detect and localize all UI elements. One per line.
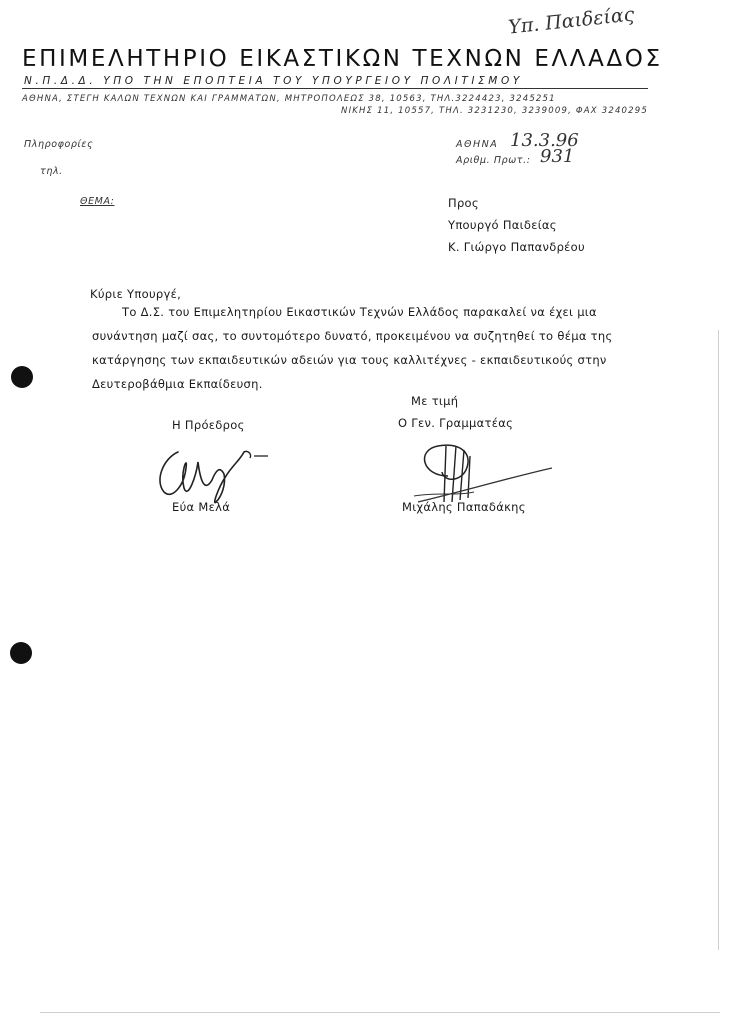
handwritten-note: Υπ. Παιδείας xyxy=(507,3,636,39)
right-signature-image xyxy=(408,436,558,508)
letterhead-title: ΕΠΙΜΕΛΗΤΗΡΙΟ ΕΙΚΑΣΤΙΚΩΝ ΤΕΧΝΩΝ ΕΛΛΑΔΟΣ xyxy=(22,46,663,72)
letterhead-rule xyxy=(22,88,648,89)
body-line: συνάντηση μαζί σας, το συντομότερο δυνατό, προκειμένου να συζητηθεί το θέμα της xyxy=(92,329,613,343)
recipient-line1: Υπουργό Παιδείας xyxy=(448,218,557,232)
body-line: κατάργησης των εκπαιδευτικών αδειών για τους καλλιτέχνες - εκπαιδευτικούς στην xyxy=(92,353,607,367)
salutation: Κύριε Υπουργέ, xyxy=(90,287,182,301)
protocol-label: Αριθμ. Πρωτ.: xyxy=(456,155,531,166)
punch-hole-lower xyxy=(10,642,32,664)
scan-edge-bottom xyxy=(40,1012,720,1013)
left-signature-image xyxy=(150,436,275,508)
scan-edge-right xyxy=(718,330,719,950)
punch-hole-upper xyxy=(11,366,33,388)
left-signatory-title: Η Πρόεδρος xyxy=(172,418,245,432)
info-label: Πληροφορίες xyxy=(24,139,94,150)
recipient-line2: Κ. Γιώργο Παπανδρέου xyxy=(448,240,585,254)
letterhead-address-line2: ΝΙΚΗΣ 11, 10557, ΤΗΛ. 3231230, 3239009, ΦΑΧ 3240295 xyxy=(341,106,648,116)
letter-date: 13.3.96 xyxy=(510,130,579,151)
right-signatory-title: Ο Γεν. Γραμματέας xyxy=(398,416,514,430)
recipient-to: Προς xyxy=(448,196,479,210)
subject-label: ΘΕΜΑ: xyxy=(80,196,115,207)
body-line: Το Δ.Σ. του Επιμελητηρίου Εικαστικών Τεχνών Ελλάδος παρακαλεί να έχει μια xyxy=(122,305,597,319)
body-line: Δευτεροβάθμια Εκπαίδευση. xyxy=(92,377,263,391)
city-label: ΑΘΗΝΑ xyxy=(456,139,499,150)
letterhead-address-line1: ΑΘΗΝΑ, ΣΤΕΓΗ ΚΑΛΩΝ ΤΕΧΝΩΝ ΚΑΙ ΓΡΑΜΜΑΤΩΝ, ΜΗΤΡΟΠΟΛΕΩΣ 38, 10563, ΤΗΛ.3224423, 3245251 xyxy=(22,94,556,104)
protocol-number: 931 xyxy=(540,146,575,167)
right-signatory-name: Μιχάλης Παπαδάκης xyxy=(402,500,526,514)
left-signatory-name: Εύα Μελά xyxy=(172,500,231,514)
tel-label: τηλ. xyxy=(40,166,63,177)
letterhead-subtitle: Ν.Π.Δ.Δ. ΥΠΟ ΤΗΝ ΕΠΟΠΤΕΙΑ ΤΟΥ ΥΠΟΥΡΓΕΙΟΥ ΠΟΛΙΤΙΣΜΟΥ xyxy=(24,75,523,87)
closing: Με τιμή xyxy=(411,394,459,408)
